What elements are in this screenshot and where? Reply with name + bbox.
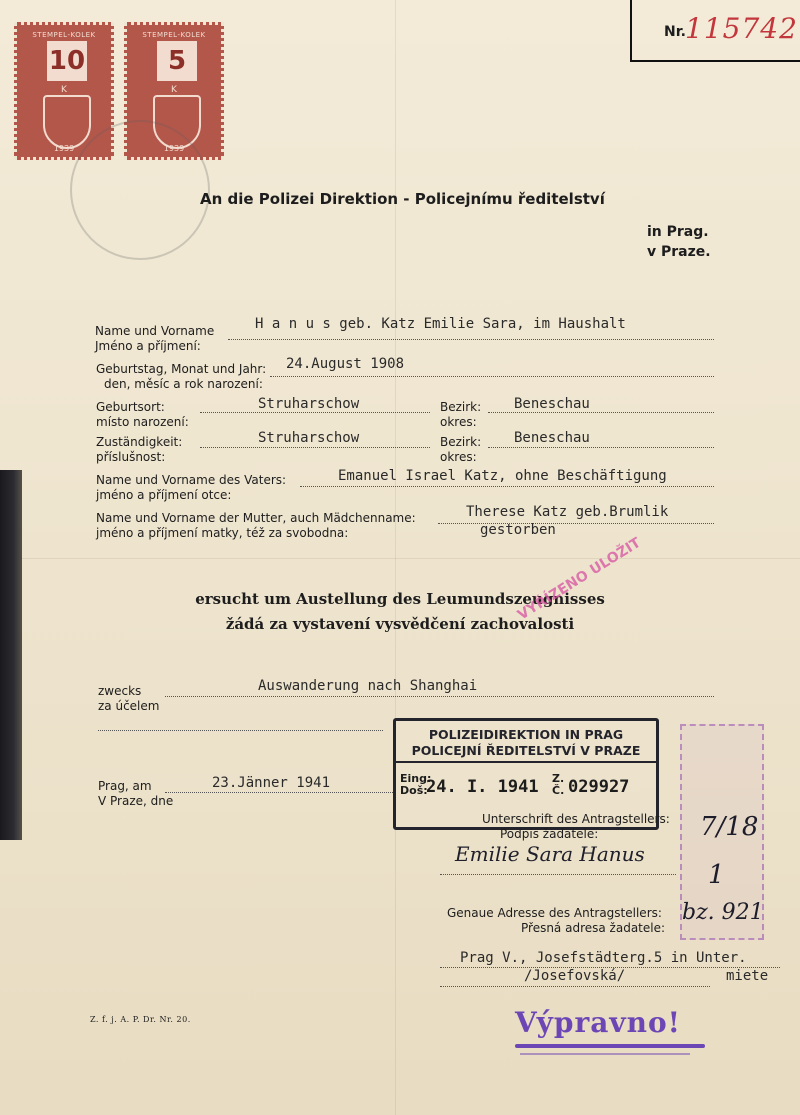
birthplace-district-dotted-line — [488, 412, 714, 413]
address-value-line2-end: miete — [726, 968, 769, 984]
applicant-signature: Emilie Sara Hanus — [455, 842, 645, 866]
name-label-cz: Jméno a příjmení: — [95, 339, 201, 353]
place-cz: v Praze. — [647, 244, 711, 260]
request-line-de: ersucht um Austellung des Leumundszeugnisses — [195, 590, 605, 608]
c-text: Č. — [552, 784, 565, 797]
number-label: Nr. — [664, 24, 686, 40]
stamp-value: 5 — [157, 41, 197, 81]
signature-label-de: Unterschrift des Antragstellers: — [482, 812, 670, 826]
purple-dispatch-stamp: Výpravno! — [515, 1006, 681, 1039]
birthplace-label-de: Geburtsort: — [96, 400, 165, 414]
pink-status-stamp: VYŘÍZENO ULOŽIT — [515, 534, 644, 624]
birth-label-cz: den, měsíc a rok narození: — [104, 377, 263, 391]
addressee-title: An die Polizei Direktion - Policejnímu ředitelství — [200, 190, 605, 208]
domicile-label-cz: příslušnost: — [96, 450, 166, 464]
domicile-value: Struharschow — [258, 430, 360, 446]
purpose-dotted-line-2 — [98, 730, 383, 731]
stamp-unit: K — [61, 85, 67, 95]
margin-note-2: 1 — [708, 860, 725, 890]
stamp-unit: K — [171, 85, 177, 95]
z-text: Z. — [552, 772, 565, 785]
form-number: Z. f. j. A. P. Dr. Nr. 20. — [90, 1015, 191, 1024]
mother-label-de: Name und Vorname der Mutter, auch Mädchenname: — [96, 511, 416, 525]
birthplace-district-value: Beneschau — [514, 396, 590, 412]
signature-label-cz: Podpis žadatele: — [500, 827, 599, 841]
address-value-line1: Prag V., Josefstädterg.5 in Unter. — [460, 950, 747, 966]
father-value: Emanuel Israel Katz, ohne Beschäftigung — [338, 468, 667, 484]
dispatch-underline-2 — [520, 1053, 690, 1055]
address-label-cz: Přesná adresa žadatele: — [521, 921, 666, 935]
mother-value-note: gestorben — [480, 522, 556, 538]
domicile-district-dotted-line — [488, 447, 714, 448]
stamp-header: STEMPEL-KOLEK — [32, 31, 96, 39]
name-label-de: Name und Vorname — [95, 324, 215, 338]
father-dotted-line — [300, 486, 714, 487]
name-dotted-line — [228, 339, 714, 340]
domicile-label-de: Zuständigkeit: — [96, 435, 183, 449]
mother-label-cz: jméno a příjmení matky, též za svobodna: — [96, 526, 349, 540]
date-dotted-line — [165, 792, 393, 793]
purpose-label-cz: za účelem — [98, 699, 160, 713]
purpose-label-de: zwecks — [98, 684, 142, 698]
date-value: 23.Jänner 1941 — [212, 775, 331, 791]
date-label-cz: V Praze, dne — [98, 794, 174, 808]
birthplace-district-label-cz: okres: — [440, 415, 477, 429]
fold-line-horizontal — [0, 558, 800, 559]
police-stamp-divider — [396, 761, 656, 763]
stamp-foot: 1939 — [53, 144, 75, 153]
margin-note-1: 7/18 — [700, 812, 759, 842]
police-stamp-number: 029927 — [568, 777, 630, 797]
stamp-header: STEMPEL-KOLEK — [142, 31, 206, 39]
eing-text: Eing: — [400, 772, 432, 785]
purpose-dotted-line — [165, 696, 714, 697]
name-value: H a n u s geb. Katz Emilie Sara, im Haushalt — [255, 316, 626, 332]
purpose-value: Auswanderung nach Shanghai — [258, 678, 478, 694]
lion-shield-icon — [43, 95, 91, 149]
round-postmark-icon — [70, 120, 210, 260]
stamp-foot: 1939 — [163, 144, 185, 153]
mother-value: Therese Katz geb.Brumlik — [466, 504, 669, 520]
birthplace-value: Struharschow — [258, 396, 360, 412]
father-label-cz: jméno a příjmení otce: — [96, 488, 232, 502]
dos-text: Doš: — [400, 784, 428, 797]
birth-label-de: Geburtstag, Monat und Jahr: — [96, 362, 267, 376]
father-label-de: Name und Vorname des Vaters: — [96, 473, 287, 487]
address-dotted-line-2 — [440, 986, 710, 987]
address-value-line2: /Josefovská/ — [524, 968, 626, 984]
date-label-de: Prag, am — [98, 779, 152, 793]
place-de: in Prag. — [647, 224, 709, 240]
domicile-district-value: Beneschau — [514, 430, 590, 446]
birthplace-label-cz: místo narození: — [96, 415, 189, 429]
birthplace-district-label-de: Bezirk: — [440, 400, 482, 414]
margin-note-3: bz. 921 — [682, 900, 764, 925]
domicile-dotted-line — [200, 447, 430, 448]
police-stamp-zc-label — [552, 773, 564, 797]
police-stamp-date: 24. I. 1941 — [426, 777, 539, 797]
domicile-district-label-cz: okres: — [440, 450, 477, 464]
police-stamp-line1: POLIZEIDIREKTION IN PRAG — [428, 727, 624, 742]
birth-dotted-line — [270, 376, 714, 377]
birthplace-dotted-line — [200, 412, 430, 413]
stamp-value: 10 — [47, 41, 87, 81]
number-value: 115742 — [685, 12, 798, 45]
domicile-district-label-de: Bezirk: — [440, 435, 482, 449]
police-stamp-line2: POLICEJNÍ ŘEDITELSTVÍ V PRAZE — [411, 743, 641, 758]
dispatch-underline — [515, 1044, 705, 1048]
address-label-de: Genaue Adresse des Antragstellers: — [447, 906, 662, 920]
signature-dotted-line — [440, 874, 676, 875]
birth-value: 24.August 1908 — [286, 356, 405, 372]
dark-edge-strip — [0, 470, 22, 840]
request-line-cz: žádá za vystavení vysvědčení zachovalosti — [225, 615, 575, 633]
